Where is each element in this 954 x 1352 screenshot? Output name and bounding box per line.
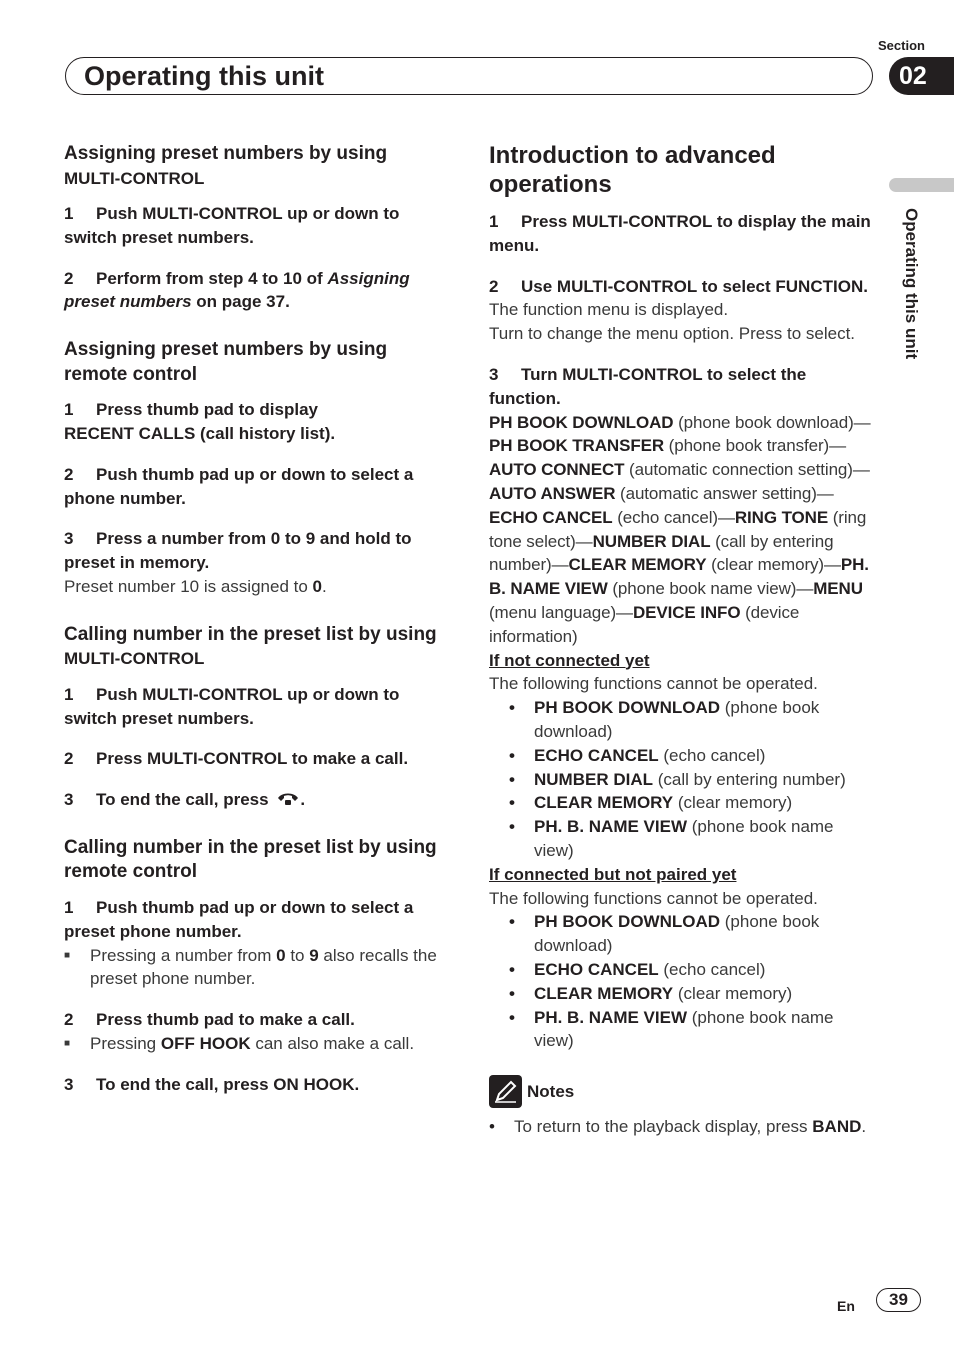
page-title: Operating this unit bbox=[84, 61, 324, 91]
text: The following functions cannot be operated. bbox=[489, 888, 818, 908]
step: 2 Press MULTI-CONTROL to make a call. bbox=[64, 749, 409, 769]
step: 2 Press thumb pad to make a call. bbox=[64, 1010, 355, 1030]
notes-pencil-icon bbox=[489, 1075, 522, 1108]
step: 1 Press MULTI-CONTROL to display the main menu. bbox=[489, 212, 871, 255]
list-item: • PH BOOK DOWNLOAD (phone book download) bbox=[509, 698, 820, 741]
phone-handset-icon bbox=[276, 792, 300, 806]
left-column bbox=[64, 142, 454, 1097]
step: 3 Turn MULTI-CONTROL to select the function. bbox=[489, 364, 807, 408]
step: 3 To end the call, press . bbox=[64, 790, 306, 810]
note-item: • To return to the playback display, press BAND. bbox=[489, 1117, 867, 1137]
text: The following functions cannot be operated. bbox=[489, 674, 818, 694]
step: 1 Press thumb pad to display RECENT CALLS (call history list). bbox=[64, 400, 336, 443]
list-item: • PH. B. NAME VIEW (phone book name view) bbox=[509, 817, 834, 860]
language-label: En bbox=[837, 1298, 855, 1314]
list-item: • ECHO CANCEL (echo cancel) bbox=[509, 745, 766, 765]
square-note: ■ Pressing OFF HOOK can also make a call. bbox=[64, 1033, 415, 1053]
list-item: • CLEAR MEMORY (clear memory) bbox=[509, 983, 793, 1003]
list-item: • PH BOOK DOWNLOAD (phone book download) bbox=[509, 912, 820, 956]
page-number: 39 bbox=[876, 1288, 921, 1312]
section-label: Section bbox=[878, 38, 925, 53]
step: 1 Push MULTI-CONTROL up or down to switch preset numbers. bbox=[64, 684, 400, 728]
step: 3 Press a number from 0 to 9 and hold to preset in memory. bbox=[64, 529, 412, 573]
heading-advanced-operations: Introduction to advanced operations bbox=[489, 142, 776, 198]
side-label: Operating this unit bbox=[902, 208, 921, 360]
list-item: • CLEAR MEMORY (clear memory) bbox=[509, 793, 793, 813]
step: 2 Push thumb pad up or down to select a phone number. bbox=[64, 464, 414, 508]
step: 2 Use MULTI-CONTROL to select FUNCTION. bbox=[489, 276, 868, 296]
step: 1 Push MULTI-CONTROL up or down to switch preset numbers. bbox=[64, 204, 400, 247]
step: 1 Push thumb pad up or down to select a preset phone number. bbox=[64, 897, 414, 941]
list-item: • NUMBER DIAL (call by entering number) bbox=[509, 769, 846, 789]
heading-calling-multicontrol: Calling number in the preset list by using MULTI-CONTROL bbox=[64, 623, 437, 669]
section-number-badge: 02 bbox=[889, 57, 954, 95]
list-item: • PH. B. NAME VIEW (phone book name view) bbox=[509, 1007, 834, 1051]
step-desc: The function menu is displayed. bbox=[489, 300, 729, 320]
step: 3 To end the call, press ON HOOK. bbox=[64, 1074, 360, 1094]
step: 2 Perform from step 4 to 10 of Assigning preset numbers on page 37. bbox=[64, 268, 410, 312]
heading-preset-multicontrol: Assigning preset numbers by using MULTI-CONTROL bbox=[64, 143, 388, 188]
function-menu-list: PH BOOK DOWNLOAD (phone book download)—PH BOOK TRANSFER (phone book transfer)—AUTO CONNECT (automatic connection setting)—AUTO ANSWER (automatic answer setting)—ECHO CANCEL (echo cancel)—RING TONE (ring tone select)—NUMBER DIAL (call by entering number)—CLEAR MEMORY (clear memory)—PH. B. NAME VIEW (phone book name view)—MENU (menu language)—DEVICE INFO (device information) bbox=[489, 412, 871, 646]
step-desc: Turn to change the menu option. Press to select. bbox=[489, 324, 856, 344]
square-note: ■ Pressing a number from 0 to 9 also recalls the preset phone number. bbox=[64, 945, 437, 989]
step-note: Preset number 10 is assigned to 0. bbox=[64, 576, 327, 596]
side-tab bbox=[889, 178, 954, 192]
subheading-not-connected: If not connected yet bbox=[489, 650, 650, 670]
notes-header bbox=[489, 1075, 875, 1108]
notes-label: Notes bbox=[527, 1081, 575, 1101]
list-item: • ECHO CANCEL (echo cancel) bbox=[509, 959, 766, 979]
heading-preset-remote: Assigning preset numbers by using remote control bbox=[64, 339, 388, 385]
right-column bbox=[489, 142, 875, 1139]
subheading-not-paired: If connected but not paired yet bbox=[489, 864, 737, 884]
heading-calling-remote: Calling number in the preset list by using remote control bbox=[64, 836, 437, 883]
